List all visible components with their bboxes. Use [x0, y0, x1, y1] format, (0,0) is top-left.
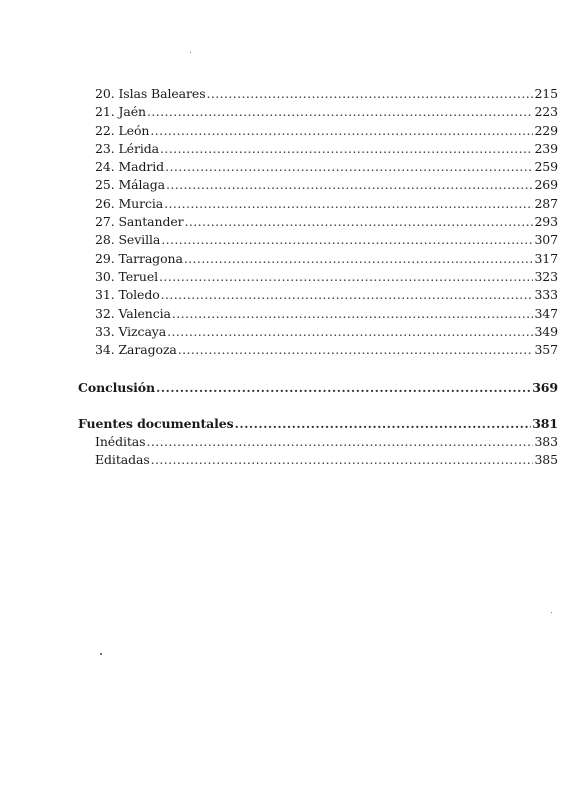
section-gap: [78, 398, 558, 415]
toc-entry: [78, 103, 558, 121]
dot-leader: [164, 195, 533, 213]
dot-leader: [184, 250, 534, 268]
toc-chapter-page: 369: [532, 380, 558, 396]
toc-entry-title: 27. Santander: [95, 214, 184, 230]
toc-entry-page: 383: [534, 434, 558, 450]
dot-leader: [161, 286, 534, 304]
toc-entry: [78, 122, 558, 140]
toc-chapter-sources: [78, 415, 558, 433]
toc-entry-title: 33. Vizcaya: [95, 323, 167, 339]
toc-entry-title: 24. Madrid: [95, 159, 165, 175]
toc-entry-title: 26. Murcia: [95, 195, 164, 211]
toc-entry-page: 323: [534, 268, 558, 284]
toc-entry-title: 31. Toledo: [95, 287, 160, 303]
dot-leader: [167, 323, 533, 341]
toc-entry: [78, 231, 558, 249]
toc-entry-title: 20. Islas Baleares: [95, 86, 206, 101]
toc-entry-page: 317: [534, 250, 558, 266]
toc-entry-page: 269: [534, 177, 558, 193]
toc-entry: [78, 341, 558, 359]
scan-speck: [190, 52, 191, 53]
toc-entry: [78, 85, 558, 103]
toc-entry-page: 215: [534, 86, 558, 101]
toc-entry: [78, 305, 558, 323]
dot-leader: [207, 85, 534, 103]
toc-entry-page: 239: [534, 140, 558, 156]
toc-entry-page: 347: [534, 305, 558, 321]
toc-entry: [78, 433, 558, 451]
toc-entry-page: 293: [534, 214, 558, 230]
toc-chapter-conclusion: [78, 379, 558, 397]
dot-leader: [178, 341, 534, 359]
toc-entry-page: 259: [534, 159, 558, 175]
toc-entry-page: 223: [534, 104, 558, 120]
dot-leader: [166, 176, 533, 194]
toc-entry-page: 333: [534, 287, 558, 303]
toc-entry-title: 29. Tarragona: [95, 250, 183, 266]
toc-entry: [78, 213, 558, 231]
toc-entry-page: 385: [534, 452, 558, 468]
section-gap: [78, 359, 558, 379]
toc-entry-page: 349: [534, 323, 558, 339]
dot-leader: [160, 140, 533, 158]
dot-leader: [156, 379, 531, 397]
toc-entry: [78, 451, 558, 469]
toc-entry-title: Editadas: [95, 452, 150, 468]
dot-leader: [150, 122, 533, 140]
dot-leader: [185, 213, 534, 231]
toc-entry-page: 229: [534, 122, 558, 138]
toc-entry: [78, 195, 558, 213]
toc-entry-title: 23. Lérida: [95, 140, 159, 156]
toc-entry: [78, 176, 558, 194]
toc-entry: [78, 250, 558, 268]
toc-entry: [78, 158, 558, 176]
dot-leader: [172, 305, 534, 323]
toc-entry-title: 25. Málaga: [95, 177, 166, 193]
dot-leader: [147, 103, 533, 121]
toc-entry-title: 22. León: [95, 122, 150, 138]
toc-entry-title: 21. Jaén: [95, 104, 146, 120]
toc-entry-page: 287: [534, 195, 558, 211]
dot-leader: [165, 158, 533, 176]
toc-entry-page: 357: [534, 342, 558, 358]
toc-entry: [78, 268, 558, 286]
dot-leader: [151, 451, 534, 469]
scan-speck: [100, 653, 102, 655]
toc-entry-title: 30. Teruel: [95, 268, 159, 284]
scan-speck: [551, 612, 552, 613]
dot-leader: [146, 433, 533, 451]
toc-entry-title: 28. Sevilla: [95, 232, 161, 248]
toc-entry-title: 32. Valencia: [95, 305, 171, 321]
dot-leader: [159, 268, 533, 286]
toc-entry: [78, 323, 558, 341]
toc-entry-title: Inéditas: [95, 434, 146, 450]
toc-entry-title: 34. Zaragoza: [95, 342, 177, 358]
dot-leader: [161, 231, 533, 249]
table-of-contents: [78, 85, 558, 470]
toc-chapter-title: Conclusión: [78, 380, 156, 396]
dot-leader: [235, 415, 532, 433]
toc-chapter-page: 381: [532, 415, 558, 431]
toc-entry-page: 307: [534, 232, 558, 248]
toc-chapter-title: Fuentes documentales: [78, 415, 234, 431]
toc-entry: [78, 140, 558, 158]
toc-entry: [78, 286, 558, 304]
